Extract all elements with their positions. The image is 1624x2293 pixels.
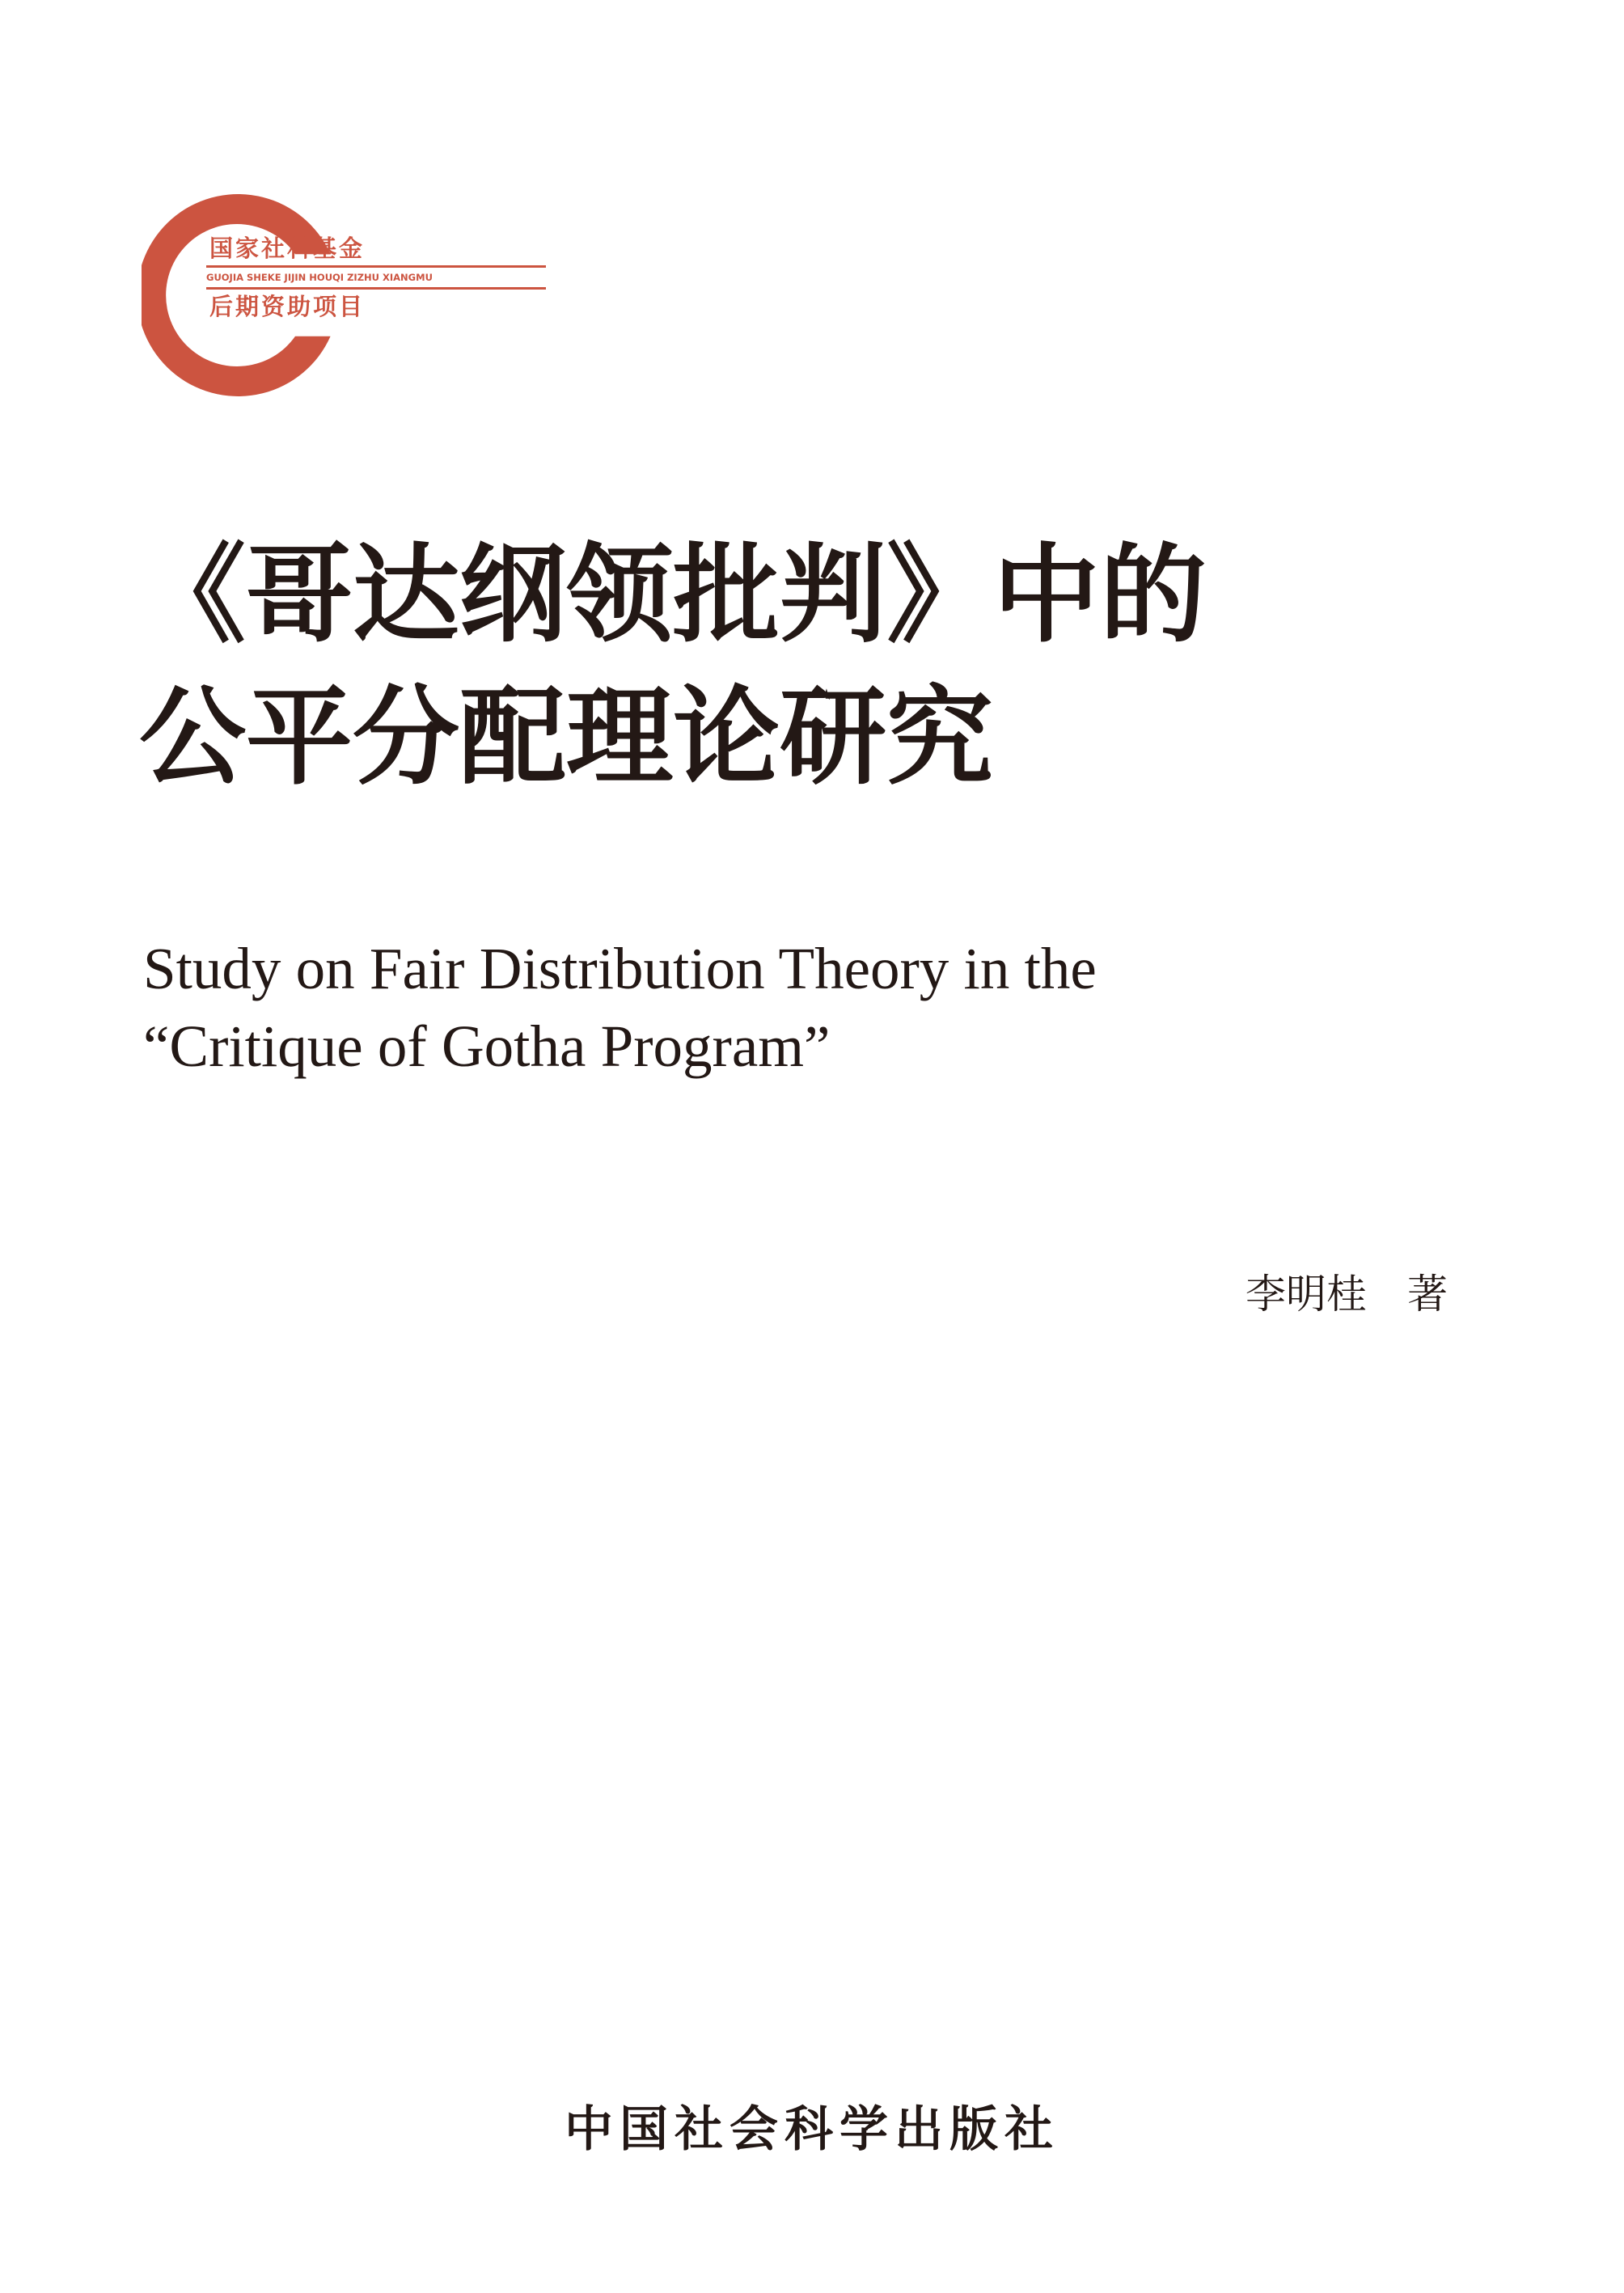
title-chinese bbox=[139, 524, 1207, 809]
author: 李明桂 著 bbox=[1245, 1271, 1448, 1318]
title-chinese-line2: 公平分配理论研究 bbox=[139, 675, 993, 800]
title-chinese-line1: 《哥达纲领批判》中的 bbox=[139, 532, 1207, 658]
fund-name-cn: 国家社科基金 bbox=[209, 235, 366, 262]
fund-program-cn: 后期资助项目 bbox=[209, 293, 366, 320]
publisher: 中国社会科学出版社 bbox=[565, 2101, 1059, 2158]
fund-logo bbox=[142, 194, 433, 396]
fund-logo-text bbox=[206, 235, 546, 320]
fund-name-pinyin: GUOJIA SHEKE JIJIN HOUQI ZIZHU XIANGMU bbox=[206, 272, 433, 283]
title-english bbox=[143, 930, 1097, 1085]
logo-rule-bottom bbox=[206, 287, 546, 290]
title-english-line2: “Critique of Gotha Program” bbox=[143, 1013, 831, 1079]
title-english-line1: Study on Fair Distribution Theory in the bbox=[143, 936, 1097, 1001]
logo-rule-top bbox=[206, 265, 546, 268]
